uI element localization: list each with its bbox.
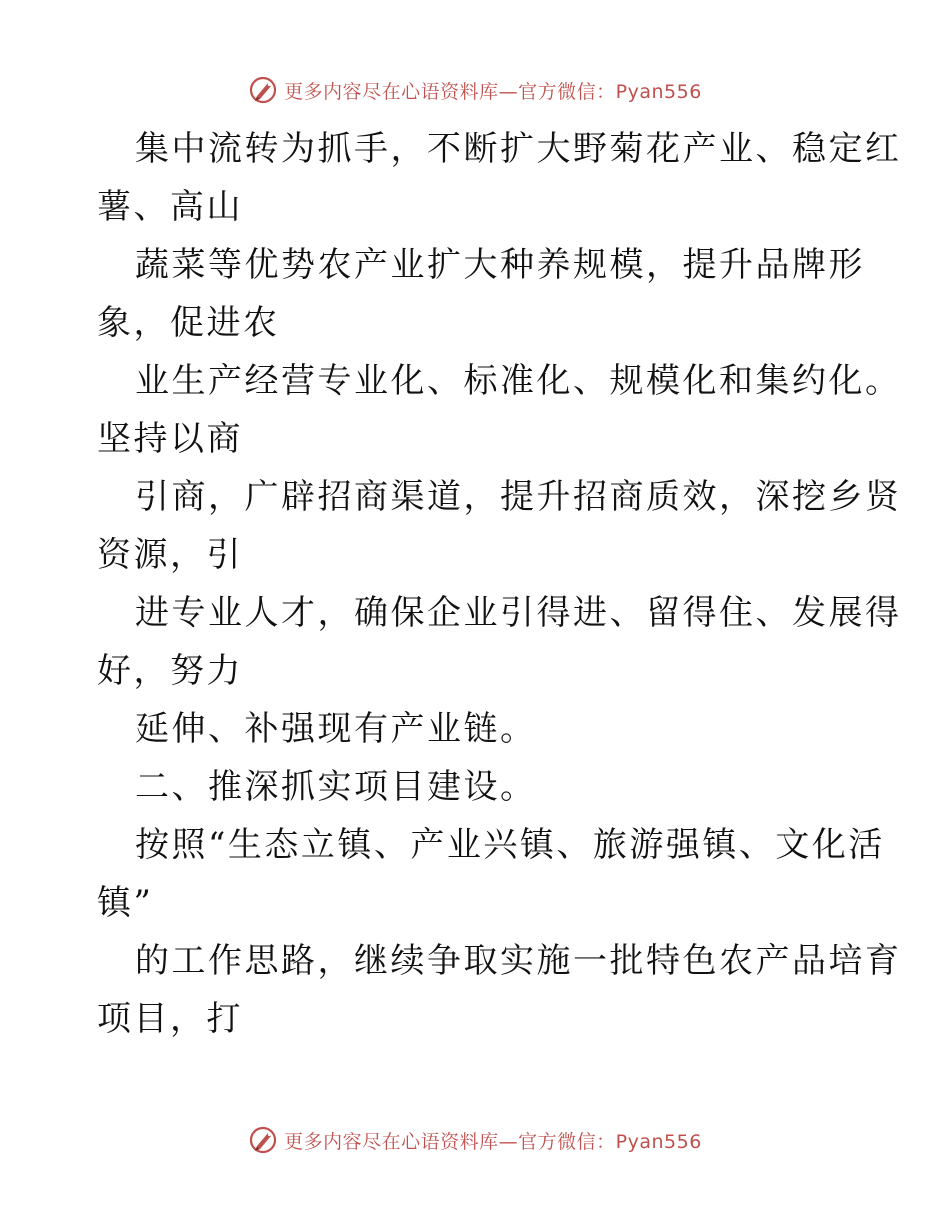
text-line: 坚持以商 xyxy=(97,419,243,459)
header-banner xyxy=(0,70,950,110)
text-line: 蔬菜等优势农产业扩大种养规模，提升品牌形 xyxy=(135,245,865,285)
text-line: 资源，引 xyxy=(97,535,243,575)
text-line: 业生产经营专业化、标准化、规模化和集约化。 xyxy=(135,361,902,401)
text-line: 引商，广辟招商渠道，提升招商质效，深挖乡贤 xyxy=(135,477,902,517)
pen-logo-icon xyxy=(248,1125,278,1155)
text-line: 好，努力 xyxy=(97,651,243,691)
text-line: 象，促进农 xyxy=(97,303,280,343)
text-line: 按照“生态立镇、产业兴镇、旅游强镇、文化活 xyxy=(135,825,885,865)
document-body xyxy=(97,120,902,1048)
footer-banner xyxy=(0,1120,950,1160)
header-banner-text: 更多内容尽在心语资料库—官方微信：Pyan556 xyxy=(284,80,702,103)
text-line: 延伸、补强现有产业链。 xyxy=(135,709,537,749)
text-line: 进专业人才，确保企业引得进、留得住、发展得 xyxy=(135,593,902,633)
footer-banner-text: 更多内容尽在心语资料库—官方微信：Pyan556 xyxy=(284,1130,702,1153)
text-line: 薯、高山 xyxy=(97,187,243,227)
pen-logo-icon xyxy=(248,75,278,105)
text-line: 集中流转为抓手，不断扩大野菊花产业、稳定红 xyxy=(135,129,902,169)
text-line: 项目，打 xyxy=(97,999,243,1039)
text-line: 的工作思路，继续争取实施一批特色农产品培育 xyxy=(135,941,902,981)
section-heading: 二、推深抓实项目建设。 xyxy=(135,767,537,807)
text-line: 镇” xyxy=(97,883,154,923)
